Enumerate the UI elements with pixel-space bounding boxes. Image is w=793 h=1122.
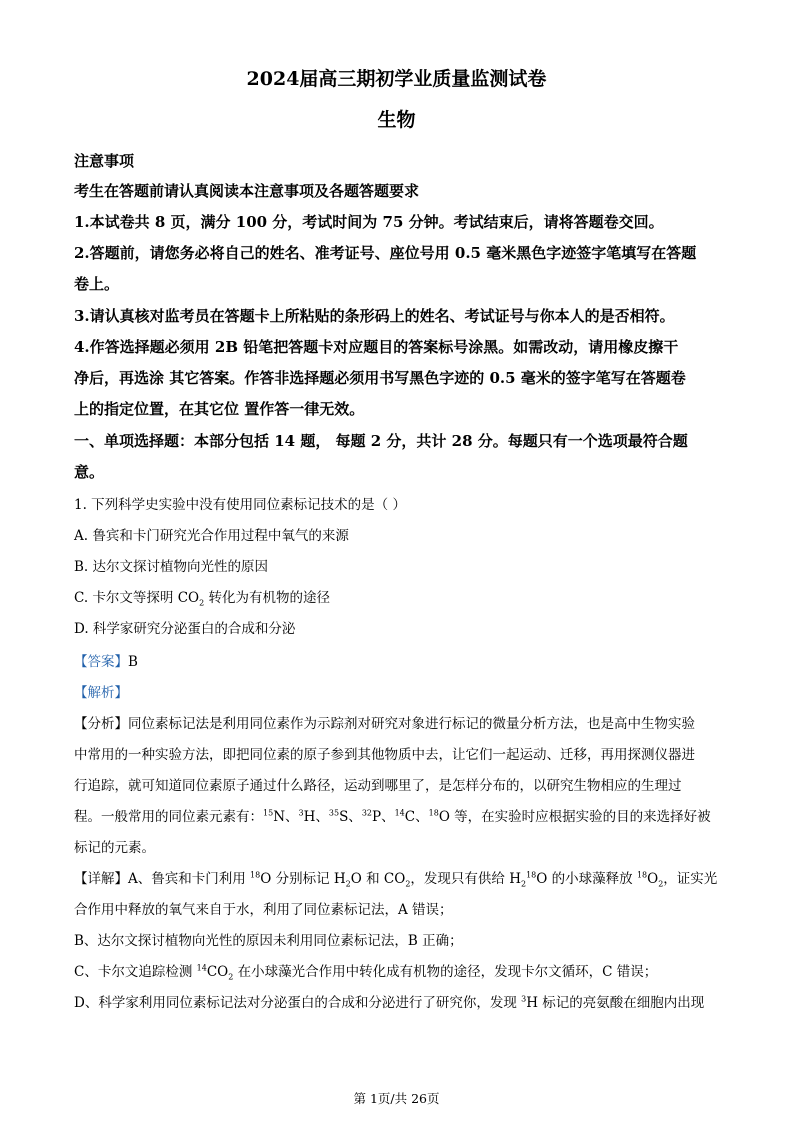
notice-heading: 注意事项 bbox=[74, 152, 135, 170]
xiangjie-line-c: C、卡尔文追踪检测 $^{14}CO_2$ 在小球藻光合作用中转化成有机物的途径，发现卡尔文循环，C 错误； bbox=[74, 963, 658, 982]
fenxi-line-5: 标记的元素。 bbox=[74, 840, 155, 856]
notice-item-4-line-2: 净后，再选涂 其它答案。作答非选择题必须用书写黑色字迹的 0.5 毫米的签字笔写在答题卷 bbox=[74, 369, 686, 387]
xiangjie-line-a-2: 合作用中释放的氧气来自于水，利用了同位素标记法，A 错误； bbox=[74, 902, 453, 918]
fenxi-line-2: 中常用的一种实验方法，即把同位素的原子参到其他物质中去，让它们一起运动、迁移，再用探测仪器进 bbox=[74, 747, 695, 763]
xiangjie-tag: 【详解】 bbox=[74, 871, 128, 887]
fenxi-line-4: 程。一般常用的同位素元素有：$^{15}$N、$^3$H、$^{35}$S、$^{32}$P、$^{14}$C、$^{18}$O 等，在实验时应根据实验的目的来选择好被 bbox=[74, 808, 711, 825]
question-1-option-b: B. 达尔文探讨植物向光性的原因 bbox=[74, 559, 269, 575]
notice-item-1: 1.本试卷共 8 页，满分 100 分，考试时间为 75 分钟。考试结束后，请将答题卷交回。 bbox=[74, 213, 664, 231]
notice-item-2-line-1: 2.答题前，请您务必将自己的姓名、准考证号、座位号用 0.5 毫米黑色字迹签字笔填写在答题 bbox=[74, 244, 697, 262]
question-1-stem: 1. 下列科学史实验中没有使用同位素标记技术的是（ ） bbox=[74, 497, 406, 513]
page-footer: 第 1页/共 26页 bbox=[353, 1091, 440, 1106]
question-1-option-c: C. 卡尔文等探明 $CO_2$ 转化为有机物的途径 bbox=[74, 590, 331, 608]
section-heading-line-1: 一、单项选择题：本部分包括 14 题， 每题 2 分，共计 28 分。每题只有一个选项最符合题 bbox=[74, 432, 688, 450]
fenxi-tag: 【分析】 bbox=[74, 716, 128, 732]
section-heading-line-2: 意。 bbox=[74, 463, 105, 481]
xiangjie-line-b: B、达尔文探讨植物向光性的原因未利用同位素标记法，B 正确； bbox=[74, 933, 463, 949]
answer-line bbox=[74, 650, 138, 670]
xiangjie-line-a-1: 【详解】A、鲁宾和卡门利用 $^{18}$O 分别标记 $H_2O$ 和 $CO_2$，发现只有供给 $H_2^{18}O$ 的小球藻释放 $^{18}O_2$，证实光 bbox=[74, 870, 718, 889]
xiangjie-line-d: D、科学家利用同位素标记法对分泌蛋白的合成和分泌进行了研究你，发现 $^3$H 标记的亮氨酸在细胞内出现 bbox=[74, 994, 705, 1011]
exam-title: 2024届高三期初学业质量监测试卷 bbox=[246, 68, 547, 90]
question-1-option-d: D. 科学家研究分泌蛋白的合成和分泌 bbox=[74, 621, 296, 637]
exam-subject: 生物 bbox=[377, 109, 416, 131]
notice-item-2-line-2: 卷上。 bbox=[74, 275, 120, 293]
notice-item-4-line-1: 4.作答选择题必须用 2B 铅笔把答题卡对应题目的答案标号涂黑。如需改动，请用橡皮擦干 bbox=[74, 338, 679, 356]
notice-item-3: 3.请认真核对监考员在答题卡上所粘贴的条形码上的姓名、考试证号与你本人的是否相符。 bbox=[74, 307, 675, 325]
fenxi-line-1: 【分析】同位素标记法是利用同位素作为示踪剂对研究对象进行标记的微量分析方法，也是高中生物实验 bbox=[74, 716, 695, 732]
notice-intro: 考生在答题前请认真阅读本注意事项及各题答题要求 bbox=[74, 182, 420, 200]
answer-tag: 【答案】 bbox=[74, 654, 128, 670]
answer-value: B bbox=[128, 654, 138, 670]
notice-item-4-line-3: 上的指定位置，在其它位 置作答一律无效。 bbox=[74, 400, 365, 418]
fenxi-line-3: 行追踪，就可知道同位素原子通过什么路径，运动到哪里了，是怎样分布的，以研究生物相应的生理过 bbox=[74, 778, 682, 794]
question-1-option-a: A. 鲁宾和卡门研究光合作用过程中氧气的来源 bbox=[74, 528, 349, 544]
analysis-tag: 【解析】 bbox=[74, 685, 128, 701]
